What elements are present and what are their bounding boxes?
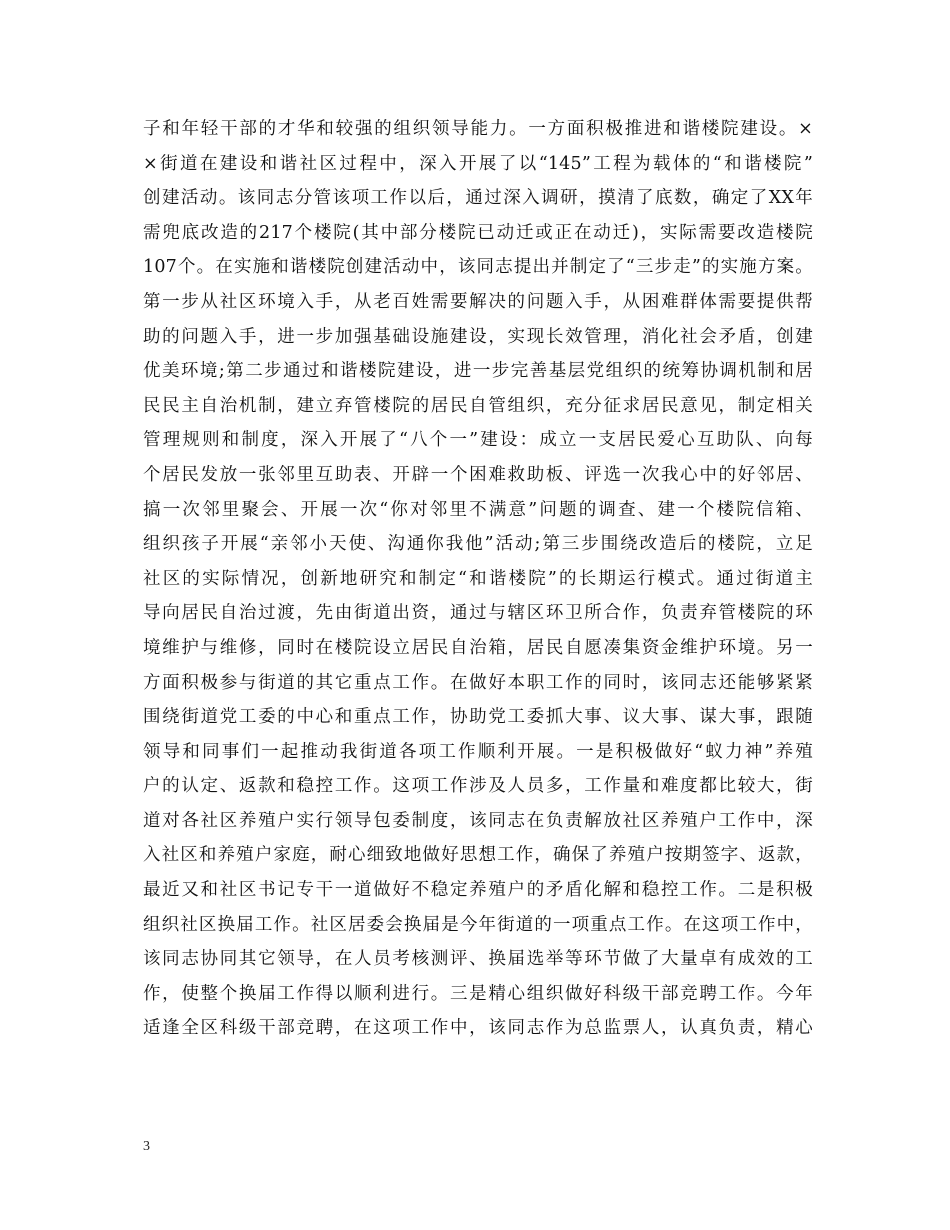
- text-line: 子和年轻干部的才华和较强的组织领导能力。一方面积极推进和谐楼院建设。×: [143, 119, 813, 139]
- text-line: 适逢全区科级干部竞聘，在这项工作中，该同志作为总监票人，认真负责，精心: [143, 1018, 813, 1039]
- text-line: 方面积极参与街道的其它重点工作。在做好本职工作的同时，该同志还能够紧紧: [143, 672, 813, 693]
- text-line: 第一步从社区环境入手，从老百姓需要解决的问题入手，从困难群体需要提供帮: [143, 291, 813, 312]
- text-line: ×街道在建设和谐社区过程中，深入开展了以“145”工程为载体的“和谐楼院”: [143, 153, 813, 174]
- text-line: 道对各社区养殖户实行领导包委制度，该同志在负责解放社区养殖户工作中，深: [143, 810, 813, 831]
- text-line: 107个。在实施和谐楼院创建活动中，该同志提出并制定了“三步走”的实施方案。: [143, 257, 813, 278]
- text-line: 围绕街道党工委的中心和重点工作，协助党工委抓大事、议大事、谋大事，跟随: [143, 707, 813, 728]
- text-line: 个居民发放一张邻里互助表、开辟一个困难救助板、评选一次我心中的好邻居、: [143, 464, 813, 485]
- text-line: 创建活动。该同志分管该项工作以后，通过深入调研，摸清了底数，确定了XX年: [143, 188, 813, 209]
- text-line: 户的认定、返款和稳控工作。这项工作涉及人员多，工作量和难度都比较大，街: [143, 776, 813, 797]
- text-line: 入社区和养殖户家庭，耐心细致地做好思想工作，确保了养殖户按期签字、返款，: [143, 845, 813, 866]
- text-line: 该同志协同其它领导，在人员考核测评、换届选举等环节做了大量卓有成效的工: [143, 949, 813, 970]
- body-text: [143, 112, 813, 1046]
- page-number: 3: [143, 1139, 150, 1154]
- text-line: 需兜底改造的217个楼院(其中部分楼院已动迁或正在动迁)，实际需要改造楼院: [143, 222, 813, 243]
- text-line: 境维护与维修，同时在楼院设立居民自治箱，居民自愿凑集资金维护环境。另一: [143, 637, 813, 658]
- text-line: 组织社区换届工作。社区居委会换届是今年街道的一项重点工作。在这项工作中，: [143, 914, 813, 935]
- text-line: 社区的实际情况，创新地研究和制定“和谐楼院”的长期运行模式。通过街道主: [143, 568, 813, 589]
- text-line: 优美环境;第二步通过和谐楼院建设，进一步完善基层党组织的统筹协调机制和居: [143, 361, 813, 382]
- text-line: 领导和同事们一起推动我街道各项工作顺利开展。一是积极做好“蚁力神”养殖: [143, 741, 813, 762]
- text-line: 助的问题入手，进一步加强基础设施建设，实现长效管理，消化社会矛盾，创建: [143, 326, 813, 347]
- text-line: 民民主自治机制，建立弃管楼院的居民自管组织，充分征求居民意见，制定相关: [143, 395, 813, 416]
- text-line: 最近又和社区书记专干一道做好不稳定养殖户的矛盾化解和稳控工作。二是积极: [143, 880, 813, 901]
- text-line: 组织孩子开展“亲邻小天使、沟通你我他”活动;第三步围绕改造后的楼院，立足: [143, 534, 813, 555]
- text-line: 管理规则和制度，深入开展了“八个一”建设：成立一支居民爱心互助队、向每: [143, 430, 813, 451]
- text-line: 导向居民自治过渡，先由街道出资，通过与辖区环卫所合作，负责弃管楼院的环: [143, 603, 813, 624]
- text-line: 搞一次邻里聚会、开展一次“你对邻里不满意”问题的调查、建一个楼院信箱、: [143, 499, 813, 520]
- text-line: 作，使整个换届工作得以顺利进行。三是精心组织做好科级干部竞聘工作。今年: [143, 983, 813, 1004]
